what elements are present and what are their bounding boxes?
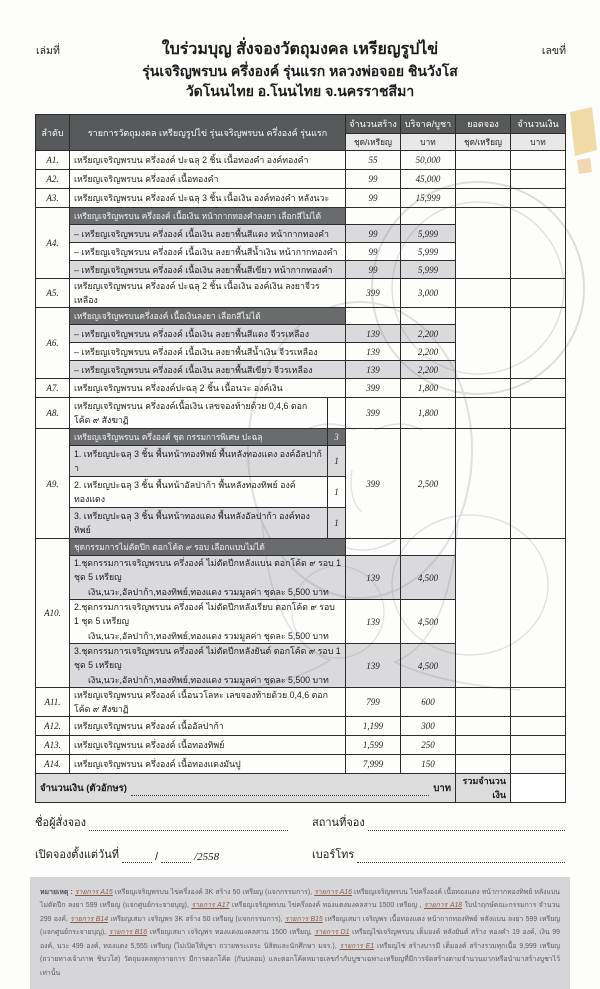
amount-input-cell[interactable] [511, 379, 566, 398]
open-date-label: เปิดจองตั้งแต่วันที่ [35, 849, 120, 861]
item-description: 1.ชุดกรรมการเจริญพรบน ครึ่งองค์ ไม่ตัดปีกหลังแบน ตอกโค้ด ๙ รอบ 1 ชุด 5 เหรียญ [74, 558, 342, 582]
group-price-empty [401, 539, 456, 556]
table-row [36, 379, 566, 398]
note-item-text: เหรียญเจริญพรบน ไข่ครึ่งองค์ 3K สร้าง 50 เหรียญ (แจกกรรมการ), [112, 889, 315, 896]
open-date-day-line[interactable] [122, 849, 152, 863]
reserved-input-cell[interactable] [456, 208, 511, 279]
group-qty: 399 [346, 429, 401, 539]
table-row [36, 151, 566, 170]
note-item-ref: รายการ A17 [191, 902, 230, 910]
item-count: 1 [327, 477, 345, 507]
col-subheader-price-unit: บาท [401, 134, 456, 151]
amount-input-cell[interactable] [511, 151, 566, 170]
amount-in-words-cell[interactable] [36, 774, 456, 803]
amount-input-cell[interactable] [511, 736, 566, 755]
note-item-text: เหรียญเสมา เจริญพร ทองแดงมงคลสาน 1500 เหรียญ, [147, 929, 315, 937]
item-desc-cell: – เหรียญเจริญพรบน ครึ่งองค์ เนื้อเงิน ลงยาพื้นสีน้ำเงิน หน้ากากทองคำ [70, 243, 346, 261]
item-desc-split [70, 477, 345, 507]
group-qty-empty [346, 208, 401, 225]
item-no: A4. [36, 208, 70, 279]
note-item-text: เหรียญเจริญพรบน ไข่ครึ่งองค์ ทองแดงมงคลสาน 1500 เหรียญ , [229, 902, 425, 910]
item-no: A7. [36, 379, 70, 398]
item-desc-cell: – เหรียญเจริญพรบน ครึ่งองค์ เนื้อเงิน ลงยาพื้นสีน้ำเงิน จีวรเหลือง [70, 343, 346, 361]
amount-input-cell[interactable] [511, 755, 566, 774]
item-no: A12. [36, 717, 70, 736]
note-item-text: เหรียญไข่ สร้างบารมี เต็มองค์ สร้างรวมทุกเนื้อ 9,999 เหรียญ (ถวายทางเจ้าภาพ ชินวโส) วัตถุมงคลทุกรายการ มีการตอกโค้ด (กันปลอม) และตอกโค้ดหมายเลขกำกับบูชาเฉพาะเหรียญที่มีการจัดสร้างตามจำนวนมากหรือนำมาสร้างบูชาไว้เท่านั้น [40, 942, 560, 977]
table-row [36, 170, 566, 189]
item-no: A2. [36, 170, 70, 189]
item-qty: 799 [346, 688, 401, 717]
group-band-cell: ชุดกรรมการไม่ตัดปีก ตอกโค้ด ๙ รอบ เลือกแบบไม่ได้ [70, 539, 346, 556]
item-desc-cell: เหรียญเจริญพรบน ครึ่งองค์ปะฉลุ 2 ชิ้น เนื้อนวะ องค์เงิน [70, 379, 346, 398]
reserved-input-cell[interactable] [456, 379, 511, 398]
note-item-ref: รายการ A16 [314, 889, 352, 896]
item-desc-cell: เหรียญเจริญพรบน ครึ่งองค์ เนื้อทองทิพย์ [70, 736, 346, 755]
item-price: 5,999 [401, 261, 456, 279]
phone-line[interactable] [357, 849, 565, 863]
item-desc-split [70, 446, 345, 476]
item-price: 5,999 [401, 225, 456, 243]
group-band-count: 3 [327, 429, 345, 445]
amount-words-label: จำนวนเงิน (ตัวอักษร) [40, 782, 127, 794]
item-price: 1,800 [401, 398, 456, 429]
table-group-band-row [36, 208, 566, 225]
item-qty: 139 [346, 361, 401, 379]
item-no: A14. [36, 755, 70, 774]
item-description-line2: เงิน,นวะ,อัลปาก้า,ทองทิพย์,ทองแดง รวมมูลค่า ชุดละ 5,500 บาท [88, 587, 329, 597]
reserved-input-cell[interactable] [456, 151, 511, 170]
item-count: 1 [327, 446, 345, 476]
item-description-line2: เงิน,นวะ,อัลปาก้า,ทองทิพย์,ทองแดง รวมมูลค่า ชุดละ 5,500 บาท [88, 675, 329, 685]
item-price: 4,500 [401, 556, 456, 600]
item-no: A13. [36, 736, 70, 755]
group-qty-empty [346, 308, 401, 325]
open-date-year: /2558 [194, 851, 220, 863]
item-qty: 1,599 [346, 736, 401, 755]
item-price: 300 [401, 717, 456, 736]
group-band-cell: เหรียญเจริญพรบน ครึ่งองค์ เนื้อเงิน หน้ากากทองคำลงยา เลือกสีไม่ได้ [70, 208, 346, 225]
item-desc-cell [70, 508, 346, 539]
item-desc-cell [70, 446, 346, 477]
table-group-band-row [36, 308, 566, 325]
remarks-prefix: หมายเหตุ : [40, 889, 73, 896]
table-row [36, 279, 566, 308]
form-header [0, 0, 600, 108]
serial-number-label: เลขที่ [541, 45, 566, 57]
reserved-input-cell[interactable] [456, 308, 511, 379]
table-group-band-row [36, 539, 566, 556]
phone-label: เบอร์โทร [312, 849, 355, 861]
open-date-month-line[interactable] [161, 849, 191, 863]
group-price-empty [401, 208, 456, 225]
item-qty: 139 [346, 600, 401, 644]
item-desc-cell [70, 644, 346, 688]
amount-input-cell[interactable] [511, 688, 566, 717]
remarks-box [30, 877, 570, 989]
item-description: 3. เหรียญปะฉลุ 3 ชิ้น พื้นหน้าทองแดง พื้นหลังอัลปาก้า องค์ทองทิพย์ [74, 511, 310, 535]
table-row [36, 717, 566, 736]
note-item-ref: รายการ B14 [70, 915, 109, 923]
item-desc-split [70, 508, 345, 538]
item-qty: 139 [346, 343, 401, 361]
item-desc-cell: เหรียญเจริญพรบน ครึ่งองค์ เนื้อนวโลหะ เลขจองท้ายด้วย 0,4,6 ตอกโค้ด ๙ สังฆาฏิ [70, 688, 346, 717]
table-row [36, 398, 566, 429]
item-price: 2,200 [401, 325, 456, 343]
item-qty: 399 [346, 398, 401, 429]
col-subheader-qty-unit: ชุด/เหรียญ [346, 134, 401, 151]
note-item-text: เหรียญเจริญพรบน ไข่ครึ่งองค์ เนื้อทองแดง หน้ากากทองทิพย์ หลังแบน ไม่ตัดปีก ลงยา 599 เหรียญ (แจกศูนย์กระจายบุญ), [40, 889, 561, 910]
page-title: ใบร่วมบุญ สั่งจองวัตถุมงคล เหรียญรูปไข่ [161, 41, 439, 58]
item-price: 5,999 [401, 243, 456, 261]
note-item-text: ใบนำฤกษ์คณะกรรมการ จำนวน 299 องค์, [40, 902, 560, 923]
contact-section: ชื่อผู้สั่งจอง เปิดจองตั้งแต่วันที่ / /2558 สถานที่จอง เบอร์โทร [35, 813, 565, 863]
amount-input-cell[interactable] [511, 398, 566, 429]
col-header-no: ลำดับ [36, 115, 70, 151]
item-price: 15,999 [401, 189, 456, 208]
item-no: A8. [36, 398, 70, 429]
note-item-text: เหรียญไข่เจริญพรบน เต็มองค์ หลังยันต์ สร้าง ทองคำ 19 องค์, เงิน 99 องค์, นวะ 499 องค์, ทองแดง 5,555 เหรียญ (ไม่เปิดให้บูชา ถวายพระเถระ นิสิตและนักศึกษา มจร.), [40, 929, 560, 950]
item-desc-split [70, 398, 345, 428]
col-header-amount: จำนวนเงิน [511, 115, 566, 134]
item-desc-cell: เหรียญเจริญพรบน ครึ่งองค์ เนื้อทองคำ [70, 170, 346, 189]
item-description: 2. เหรียญปะฉลุ 3 ชิ้น พื้นหน้าอัลปาก้า พื้นหลังทองทิพย์ องค์ทองแดง [74, 480, 296, 504]
item-qty: 1,199 [346, 717, 401, 736]
item-price: 2,200 [401, 361, 456, 379]
note-item-ref: รายการ B16 [108, 929, 148, 937]
note-item-ref: รายการ D1 [314, 929, 350, 937]
item-no: A5. [36, 279, 70, 308]
reserved-input-cell[interactable] [456, 688, 511, 717]
table-group-band-row [36, 429, 566, 446]
item-qty: 99 [346, 243, 401, 261]
item-price: 3,000 [401, 279, 456, 308]
item-desc-cell [70, 477, 346, 508]
note-item-ref: รายการ E1 [339, 942, 375, 950]
note-item-text: เหรียญเสมา เจริญพร เนื้อทองแดง หน้ากากทองทิพย์ หลังแบน ลงยา 599 เหรียญ (แจกศูนย์กระจายบุญ), [40, 915, 560, 937]
order-place-label: สถานที่จอง [312, 817, 365, 829]
amount-input-cell[interactable] [511, 208, 566, 279]
item-description: 1. เหรียญปะฉลุ 3 ชิ้น พื้นหน้าทองทิพย์ พื้นหลังทองแดง องค์อัลปาก้า [74, 449, 322, 473]
item-no: A11. [36, 688, 70, 717]
item-price: 1,800 [401, 379, 456, 398]
item-no: A9. [36, 429, 70, 539]
item-desc-cell: เหรียญเจริญพรบน ครึ่งองค์ ปะฉลุ 3 ชิ้น เนื้อเงิน องค์ทองคำ หลังนวะ [70, 189, 346, 208]
note-item-ref: รายการ A18 [424, 902, 463, 910]
item-qty: 139 [346, 556, 401, 600]
group-band-split [70, 429, 345, 445]
table-row [36, 736, 566, 755]
amount-input-cell[interactable] [511, 170, 566, 189]
item-qty: 99 [346, 225, 401, 243]
reserved-input-cell[interactable] [456, 539, 511, 688]
table-row [36, 755, 566, 774]
reserved-input-cell[interactable] [456, 717, 511, 736]
group-qty-empty [346, 539, 401, 556]
col-header-price: บริจาค/บูชา [401, 115, 456, 134]
table-row [36, 189, 566, 208]
item-price: 4,500 [401, 644, 456, 688]
col-header-reserved: ยอดจอง [456, 115, 511, 134]
reserved-input-cell[interactable] [456, 279, 511, 308]
item-no: A3. [36, 189, 70, 208]
item-count: 1 [327, 508, 345, 538]
note-item-ref: รายการ A15 [74, 889, 113, 896]
item-desc-cell: เหรียญเจริญพรบน ครึ่งองค์ เนื้อทองแดงมันปู [70, 755, 346, 774]
item-qty: 399 [346, 379, 401, 398]
order-table-footer [36, 774, 566, 803]
reserved-input-cell[interactable] [456, 736, 511, 755]
item-no: A1. [36, 151, 70, 170]
note-item-ref: รายการ B15 [284, 915, 323, 923]
reserved-input-cell[interactable] [456, 189, 511, 208]
item-qty: 99 [346, 261, 401, 279]
orderer-name-line[interactable] [89, 817, 288, 831]
baht-label: บาท [433, 782, 451, 794]
item-description-line2: เงิน,นวะ,อัลปาก้า,ทองทิพย์,ทองแดง รวมมูลค่า ชุดละ 5,500 บาท [88, 631, 329, 641]
col-subheader-reserved-unit: ชุด/เหรียญ [456, 134, 511, 151]
table-row [36, 688, 566, 717]
item-price: 45,000 [401, 170, 456, 189]
item-description: 2.ชุดกรรมการเจริญพรบน ครึ่งองค์ ไม่ตัดปีกหลังเรียบ ตอกโค้ด ๙ รอบ 1 ชุด 5 เหรียญ [74, 602, 335, 626]
group-band-cell: เหรียญเจริญพรบนครึ่งองค์ เนื้อเงินลงยา เลือกสีไม่ได้ [70, 308, 346, 325]
item-desc-cell [70, 556, 346, 600]
order-table [35, 114, 566, 803]
note-item-text: เหรียญเสมา เจริญพร 3K สร้าง 50 เหรียญ (แจกกรรมการ), [108, 915, 285, 923]
item-description: เหรียญเจริญพรบน ครึ่งองค์เนื้อเงิน เลขจองท้ายด้วย 0,4,6 ตอกโค้ด ๙ สังฆาฏิ [74, 401, 308, 425]
orderer-name-label: ชื่อผู้สั่งจอง [35, 817, 87, 829]
reserved-input-cell[interactable] [456, 398, 511, 429]
group-price: 2,500 [401, 429, 456, 539]
group-band-label: เหรียญเจริญพรบน ครึ่งองค์ ชุด กรรมการพิเศษ ปะฉลุ [74, 432, 263, 442]
item-price: 50,000 [401, 151, 456, 170]
temple-name: วัดโนนไทย อ.โนนไทย จ.นครราชสีมา [185, 83, 415, 100]
item-qty: 7,999 [346, 755, 401, 774]
reserved-input-cell[interactable] [456, 170, 511, 189]
item-qty: 139 [346, 644, 401, 688]
book-number-label: เล่มที่ [36, 45, 60, 57]
item-qty: 399 [346, 279, 401, 308]
item-desc-cell: – เหรียญเจริญพรบน ครึ่งองค์ เนื้อเงิน ลงยาพื้นสีเขียว หน้ากากทองคำ [70, 261, 346, 279]
reserved-input-cell[interactable] [456, 429, 511, 539]
item-price: 150 [401, 755, 456, 774]
amount-input-cell[interactable] [511, 189, 566, 208]
order-table-header [36, 115, 566, 151]
remarks-text [40, 889, 560, 977]
item-desc-cell: เหรียญเจริญพรบน ครึ่งองค์ ปะฉลุ 2 ชิ้น เนื้อทองคำ องค์ทองคำ [70, 151, 346, 170]
item-desc-cell: เหรียญเจริญพรบน ครึ่งองค์ ปะฉลุ 2 ชิ้น เนื้อเงิน องค์เงิน ลงยาจีวรเหลือง [70, 279, 346, 308]
item-price: 250 [401, 736, 456, 755]
item-desc-cell [70, 600, 346, 644]
group-price-empty [401, 308, 456, 325]
amount-words-line[interactable] [131, 784, 429, 796]
col-header-qty: จำนวนสร้าง [346, 115, 401, 134]
item-desc-cell: – เหรียญเจริญพรบน ครึ่งองค์ เนื้อเงิน ลงยาพื้นสีแดง หน้ากากทองคำ [70, 225, 346, 243]
col-header-item: รายการวัตถุมงคล เหรียญรูปไข่ รุ่นเจริญพรบน ครึ่งองค์ รุ่นแรก [70, 115, 346, 151]
amount-input-cell[interactable] [511, 429, 566, 539]
item-qty: 55 [346, 151, 401, 170]
item-price: 2,200 [401, 343, 456, 361]
item-no: A10. [36, 539, 70, 688]
item-desc-cell: – เหรียญเจริญพรบน ครึ่งองค์ เนื้อเงิน ลงยาพื้นสีแดง จีวรเหลือง [70, 325, 346, 343]
total-amount-label: รวมจำนวนเงิน [456, 774, 511, 803]
item-qty: 139 [346, 325, 401, 343]
item-qty: 99 [346, 170, 401, 189]
reserved-input-cell[interactable] [456, 755, 511, 774]
item-desc-cell [70, 398, 346, 429]
amount-input-cell[interactable] [511, 308, 566, 379]
page-subtitle: รุ่นเจริญพรบน ครึ่งองค์ รุ่นแรก หลวงพ่อจอย ชินวังโส [142, 63, 458, 80]
item-no: A6. [36, 308, 70, 379]
amount-input-cell[interactable] [511, 539, 566, 688]
item-desc-cell: เหรียญเจริญพรบน ครึ่งองค์ เนื้ออัลปาก้า [70, 717, 346, 736]
col-subheader-amount-unit: บาท [511, 134, 566, 151]
total-amount-input-cell[interactable] [511, 774, 566, 803]
item-count [327, 398, 345, 428]
amount-input-cell[interactable] [511, 279, 566, 308]
item-price: 4,500 [401, 600, 456, 644]
order-place-line[interactable] [368, 817, 565, 831]
group-band-cell [70, 429, 346, 446]
item-price: 600 [401, 688, 456, 717]
item-description: 3.ชุดกรรมการเจริญพรบน ครึ่งองค์ ไม่ตัดปีกหลังยันต์ ตอกโค้ด ๙ รอบ 1 ชุด 5 เหรียญ [74, 646, 341, 670]
order-table-body [36, 151, 566, 774]
amount-input-cell[interactable] [511, 717, 566, 736]
item-desc-cell: – เหรียญเจริญพรบน ครึ่งองค์ เนื้อเงิน ลงยาพื้นสีเขียว จีวรเหลือง [70, 361, 346, 379]
item-qty: 99 [346, 189, 401, 208]
